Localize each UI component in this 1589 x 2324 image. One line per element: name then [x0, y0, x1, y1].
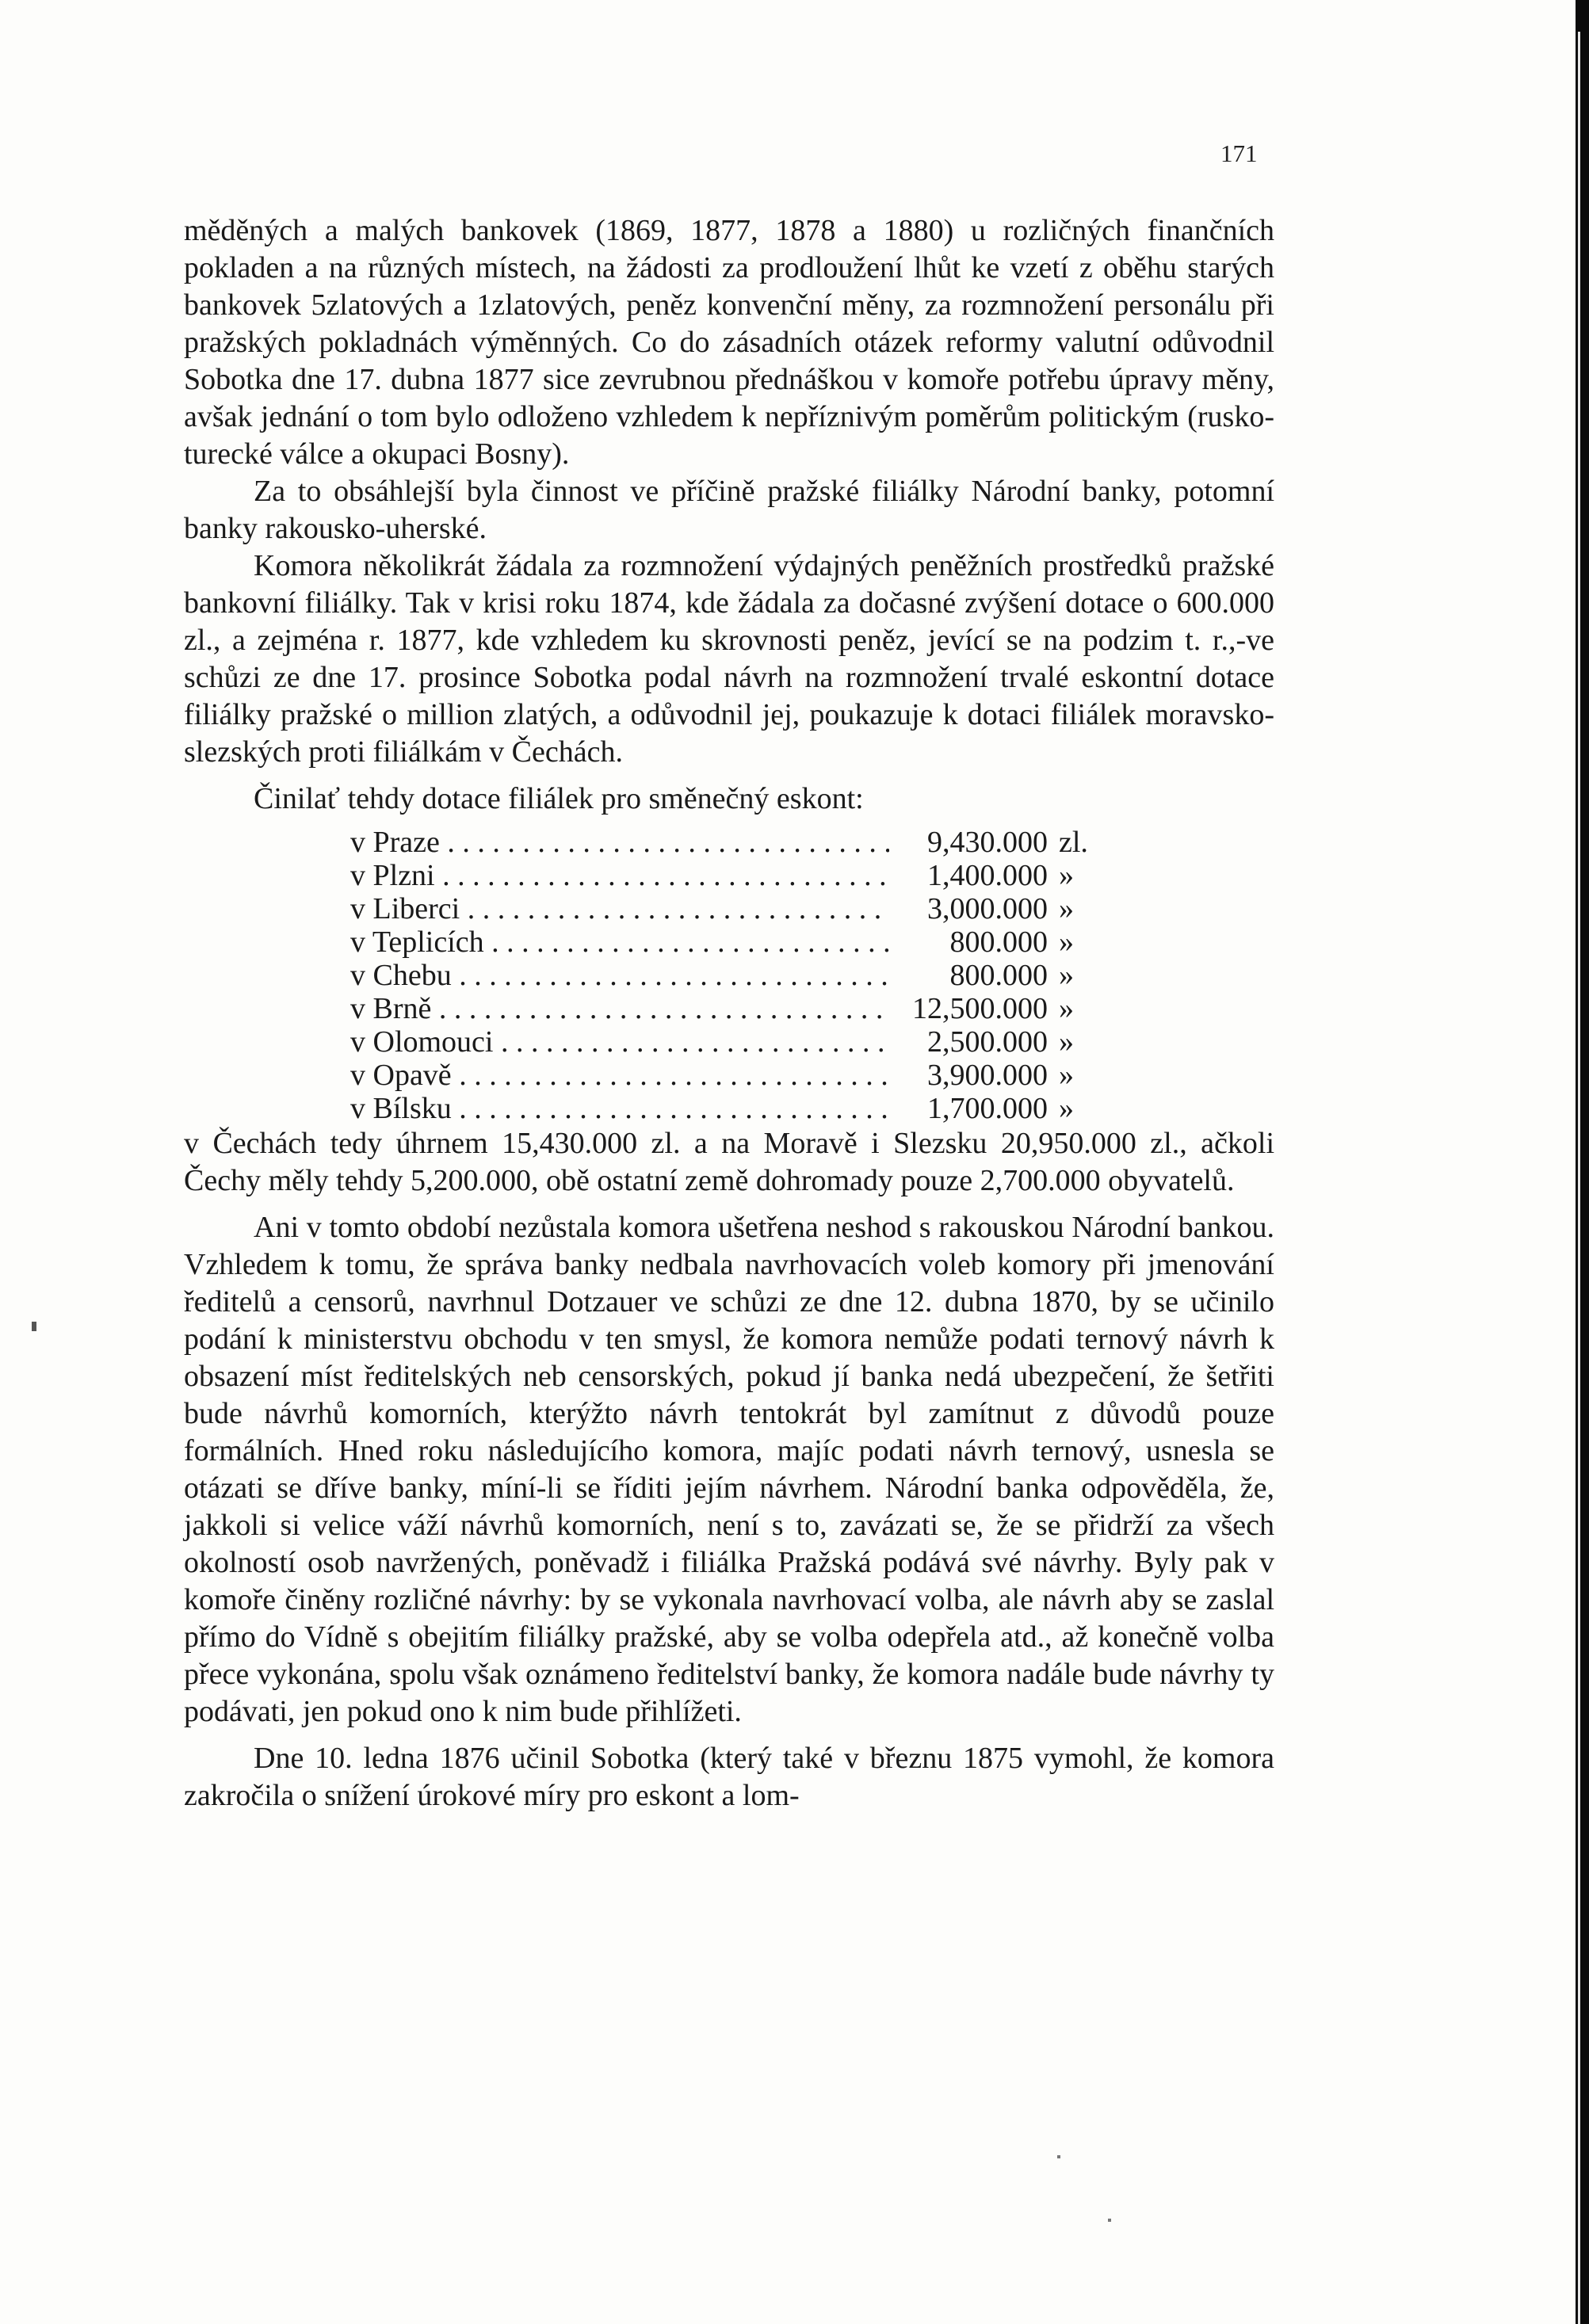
- amount: 1,700.000: [927, 1092, 1048, 1125]
- list-item: [184, 925, 1274, 959]
- list-item: [184, 959, 1274, 992]
- place-name: v Liberci . . .: [184, 892, 889, 925]
- paragraph-3: Komora několikrát žádala za rozmnožení výdajných peněžních prostředků pražské bankovní filiálky. Tak v krisi roku 1874, kde žádala za dočasné zvýšení dotace o 600.000 zl., a zejména r. 1877, kde vzhledem ku skrovnosti peněz, jevící se na podzim t. r.,-ve schůzi ze dne 17. prosince Sobotka podal návrh na rozmnožení trvalé eskontní dotace filiálky pražské o million zlatých, a odůvodnil jej, poukazuje k dotaci filiálek moravsko-slezských proti filiálkám v Čechách.: [184, 549, 1274, 769]
- place-name: v Olomouci . . .: [184, 1025, 889, 1059]
- scan-speck: [1108, 2219, 1111, 2222]
- place-name: v Plzni . . .: [184, 859, 889, 892]
- amount: 800.000: [949, 925, 1048, 959]
- place-name: v Bílsku . . .: [184, 1092, 889, 1125]
- paragraph-7: Dne 10. ledna 1876 učinil Sobotka (který také v březnu 1875 vymohl, že komora zakročila o snížení úrokové míry pro eskont a lom-: [184, 1742, 1274, 1812]
- paragraph-4: Činilať tehdy dotace filiálek pro směnečný eskont:: [254, 782, 864, 815]
- place-name: v Chebu . . .: [184, 959, 889, 992]
- list-item: [184, 1059, 1274, 1092]
- body-text: [184, 212, 1274, 1815]
- amount: 2,500.000: [927, 1025, 1048, 1059]
- scan-speck: [1057, 2155, 1060, 2158]
- place-name: v Brně . . .: [184, 992, 889, 1025]
- list-item: [184, 826, 1274, 859]
- paragraph-6: Ani v tomto období nezůstala komora ušetřena neshod s rakouskou Národní bankou. Vzhledem k tomu, že správa banky nedbala navrhovacích voleb komory při jmenování ředitelů a censorů, navrhnul Dotzauer ve schůzi ze dne 12. dubna 1870, by se učinilo podání k ministerstvu obchodu v ten smysl, že komora nemůže podati ternový návrh k obsazení míst ředitelských neb censorských, pokud jí banka nedá ubezpečení, že šetřiti bude návrhů komorních, kterýžto návrh tentokrát byl zamítnut z důvodů pouze formálních. Hned roku následujícího komora, majíc podati návrh ternový, usnesla se otázati se dříve banky, míní-li se říditi jejím návrhem. Národní banka odpověděla, že, jakkoli si velice váží návrhů komorních, není s to, zavázati se, že se přidrží za všech okolností osob navržených, poněvadž i filiálka Pražská podává své návrhy. Byly pak v komoře činěny rozličné návrhy: by se vykonala navrhovací volba, ale návrh aby se zaslal přímo do Vídně s obejitím filiálky pražské, aby se volba odepřela atd., až konečně volba přece vykonána, spolu však oznámeno ředitelství banky, že komora nadále bude návrhy ty podávati, jen pokud ono k nim bude přihlížeti.: [184, 1211, 1274, 1728]
- list-item: [184, 892, 1274, 925]
- unit: »: [1059, 1059, 1074, 1092]
- paragraph-2: Za to obsáhlejší byla činnost ve příčině pražské filiálky Národní banky, potomní banky rakousko-uherské.: [184, 475, 1274, 545]
- list-item: [184, 859, 1274, 892]
- amount: 9,430.000: [927, 826, 1048, 859]
- page-edge-line: [1578, 32, 1580, 2324]
- list-item: [184, 1025, 1274, 1059]
- amount: 1,400.000: [927, 859, 1048, 892]
- unit: »: [1059, 892, 1074, 925]
- scan-mark: [32, 1322, 36, 1331]
- amount: 12,500.000: [912, 992, 1048, 1025]
- unit: »: [1059, 859, 1074, 892]
- amount: 3,000.000: [927, 892, 1048, 925]
- amount: 800.000: [949, 959, 1048, 992]
- paragraph-5: v Čechách tedy úhrnem 15,430.000 zl. a na Moravě i Slezsku 20,950.000 zl., ačkoli Čechy měly tehdy 5,200.000, obě ostatní země dohromady pouze 2,700.000 obyvatelů.: [184, 1127, 1274, 1197]
- unit: »: [1059, 1092, 1074, 1125]
- unit: »: [1059, 1025, 1074, 1059]
- unit: »: [1059, 992, 1074, 1025]
- unit: »: [1059, 925, 1074, 959]
- page-number: 171: [1220, 139, 1258, 167]
- unit: zl.: [1059, 826, 1088, 859]
- dotace-list: [184, 826, 1274, 1125]
- place-name: v Praze . . .: [184, 826, 889, 859]
- place-name: v Teplicích . . .: [184, 925, 889, 959]
- list-item: [184, 1092, 1274, 1125]
- paragraph-1: měděných a malých bankovek (1869, 1877, 1878 a 1880) u rozličných finančních pokladen a na různých místech, na žádosti za prodloužení lhůt ke vzetí z oběhu starých bankovek 5zlatových a 1zlatových, peněz konvenční měny, za rozmnožení personálu při pražských pokladnách výměnných. Co do zásadních otázek reformy valutní odůvodnil Sobotka dne 17. dubna 1877 sice zevrubnou přednáškou v komoře potřebu úpravy měny, avšak jednání o tom bylo odloženo vzhledem k nepříznivým poměrům politickým (rusko-turecké válce a okupaci Bosny).: [184, 214, 1274, 471]
- unit: »: [1059, 959, 1074, 992]
- place-name: v Opavě . . .: [184, 1059, 889, 1092]
- list-item: [184, 992, 1274, 1025]
- amount: 3,900.000: [927, 1059, 1048, 1092]
